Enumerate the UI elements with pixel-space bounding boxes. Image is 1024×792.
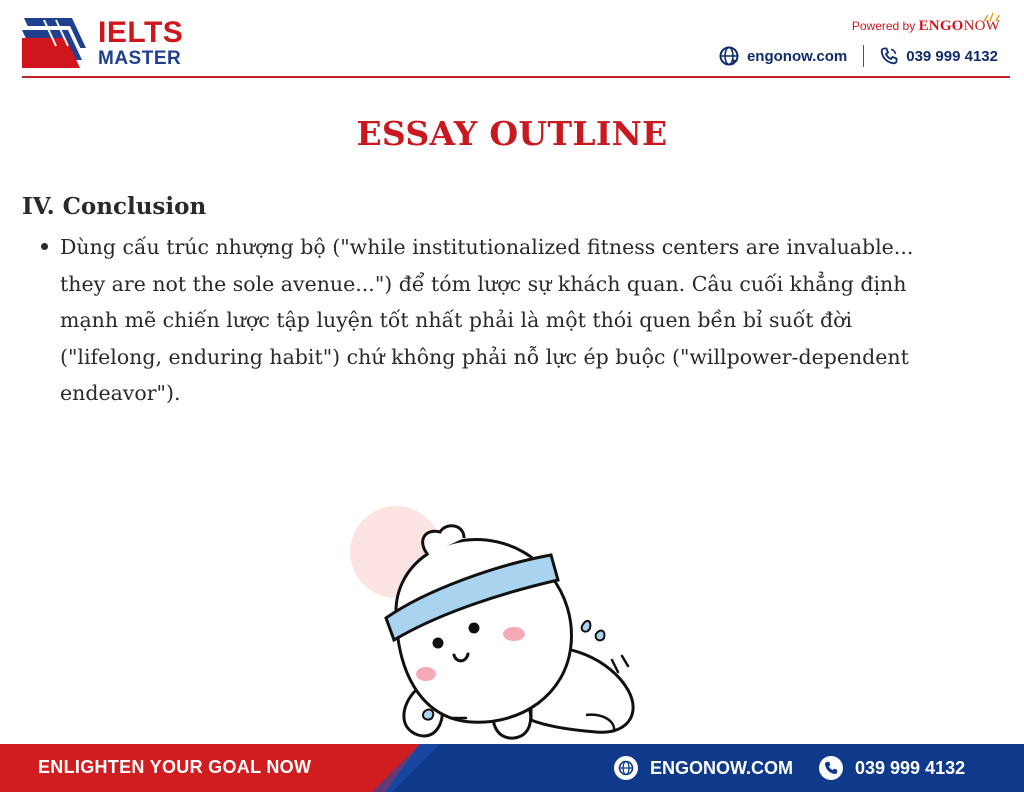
footer-slogan: ENLIGHTEN YOUR GOAL NOW bbox=[38, 757, 312, 777]
page-header bbox=[0, 0, 1024, 80]
powered-by-prefix: Powered by bbox=[851, 19, 916, 33]
phone-icon bbox=[819, 756, 843, 780]
footer-phone-text: 039 999 4132 bbox=[855, 757, 966, 778]
footer-website-link[interactable] bbox=[614, 756, 793, 780]
powered-by-label bbox=[852, 18, 1000, 35]
footer-phone-link[interactable] bbox=[819, 756, 965, 780]
header-website-text: engonow.com bbox=[746, 47, 848, 65]
phone-icon bbox=[880, 47, 898, 65]
header-contact bbox=[719, 44, 998, 68]
header-phone-link[interactable] bbox=[880, 47, 998, 65]
brand-rest: NOW bbox=[963, 18, 1000, 34]
footer-contact bbox=[614, 754, 965, 782]
bullet-line: mạnh mẽ chiến lược tập luyện tốt nhất phải là một thói quen bền bỉ suốt đời bbox=[60, 308, 853, 332]
logo-text-ielts: IELTS bbox=[98, 16, 184, 49]
header-contact-divider bbox=[863, 45, 864, 67]
bullet-line: Dùng cấu trúc nhượng bộ ("while institutionalized fitness centers are invaluable... bbox=[60, 235, 914, 259]
logo-text-master: MASTER bbox=[98, 48, 182, 69]
globe-icon bbox=[614, 756, 638, 780]
logo-stripes-icon bbox=[22, 14, 94, 70]
bullet-item bbox=[22, 229, 982, 412]
header-divider bbox=[22, 76, 1010, 78]
page-footer bbox=[0, 744, 1024, 792]
bullet-line: ("lifelong, enduring habit") chứ không phải nỗ lực ép buộc ("willpower-dependent bbox=[60, 344, 909, 369]
bullet-line: endeavor"). bbox=[60, 381, 181, 405]
footer-website-text: ENGONOW.COM bbox=[650, 757, 793, 778]
sun-rays-icon bbox=[982, 12, 1004, 22]
bullet-dot bbox=[41, 243, 48, 250]
brand-bold: ENGO bbox=[918, 18, 964, 34]
globe-icon bbox=[719, 46, 739, 66]
ielts-master-logo[interactable] bbox=[22, 14, 192, 70]
page-title: ESSAY OUTLINE bbox=[356, 114, 668, 153]
header-website-link[interactable] bbox=[719, 46, 847, 66]
header-phone-text: 039 999 4132 bbox=[906, 47, 998, 65]
mascot-illustration bbox=[346, 500, 656, 745]
bullet-list bbox=[22, 229, 982, 412]
bullet-line: they are not the sole avenue...") để tóm lược sự khách quan. Câu cuối khẳng định bbox=[60, 271, 907, 296]
section-heading: IV. Conclusion bbox=[22, 193, 207, 220]
